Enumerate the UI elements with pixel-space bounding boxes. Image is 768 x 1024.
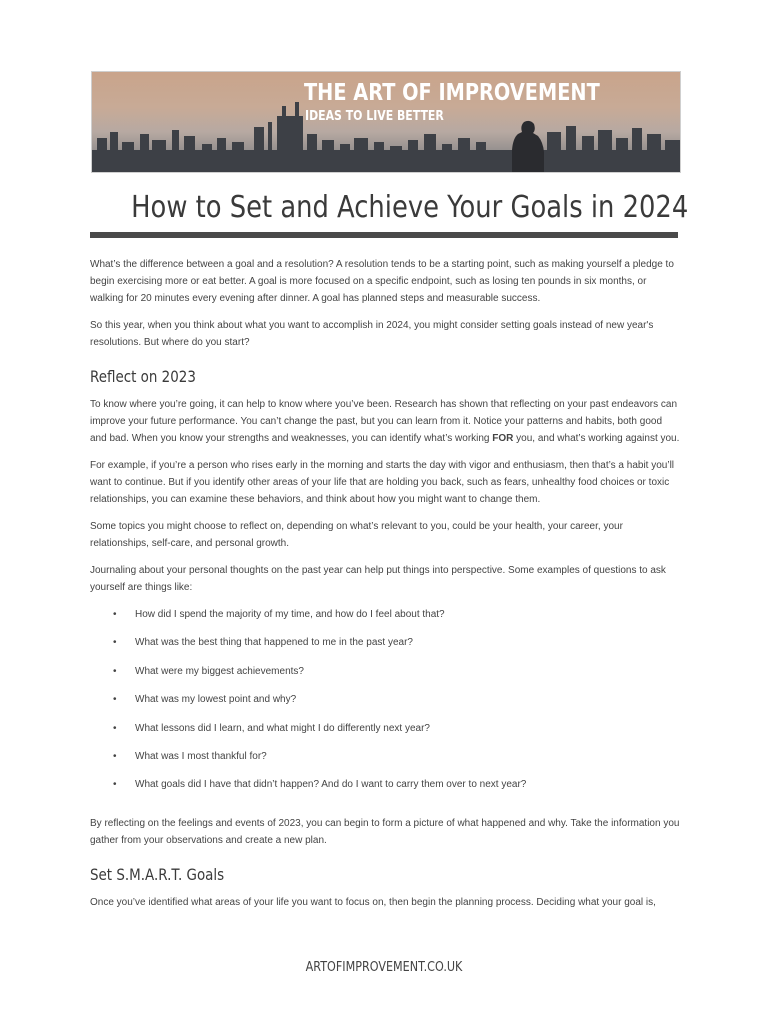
- reflect-paragraph-4: Journaling about your personal thoughts on the past year can help put things into perspective. Some examples of questions to ask yourself are things like:: [90, 565, 666, 593]
- reflect-paragraph-1: [90, 396, 680, 447]
- list-item: [90, 776, 680, 804]
- reflection-questions-list: [90, 606, 680, 805]
- header-banner: [91, 71, 681, 173]
- page-title: How to Set and Achieve Your Goals in 2024: [131, 190, 689, 225]
- reflect-paragraph-3: Some topics you might choose to reflect on, depending on what’s relevant to you, could be your health, your career, your relationships, self-care, and personal growth.: [90, 521, 623, 549]
- reflect-paragraph-1-end: you, and what’s working against you.: [513, 433, 680, 444]
- banner-title: THE ART OF IMPROVEMENT: [304, 80, 600, 106]
- list-item-text: What were my biggest achievements?: [135, 665, 304, 677]
- reflect-paragraph-1-text: To know where you’re going, it can help to know where you’ve been. Research has shown that reflecting on your past endeavors can improve your future performance. You can’t change the past, but you can learn from it. Notice your patterns and habits, both good and bad. When you know your strengths and weaknesses, you can identify what’s working: [90, 399, 678, 444]
- list-item-text: What goals did I have that didn’t happen? And do I want to carry them over to next year?: [135, 779, 527, 791]
- intro-paragraph-1: What’s the difference between a goal and a resolution? A resolution tends to be a starting point, such as making yourself a pledge to begin exercising more or eat better. A goal is more focused on a specific endpoint, such as losing ten pounds in six months, or walking for 20 minutes every evening after dinner. A goal has planned steps and measurable success.: [90, 259, 674, 304]
- bullet-icon: •: [113, 609, 117, 620]
- list-item-text: What was I most thankful for?: [135, 750, 267, 762]
- bullet-icon: •: [113, 665, 117, 677]
- section-heading-reflect: Reflect on 2023: [90, 367, 196, 386]
- banner-subtitle: IDEAS TO LIVE BETTER: [305, 109, 444, 124]
- bullet-icon: •: [113, 722, 117, 734]
- bullet-icon: •: [113, 637, 117, 649]
- smart-paragraph-1: Once you’ve identified what areas of your life you want to focus on, then begin the planning process. Deciding what your goal is,: [90, 896, 656, 908]
- emphasis-for: FOR: [492, 433, 514, 444]
- bullet-icon: •: [113, 694, 117, 706]
- list-item: [90, 748, 680, 776]
- list-item: [90, 691, 680, 719]
- list-item: [90, 634, 680, 662]
- list-item-text: What was the best thing that happened to me in the past year?: [135, 637, 413, 649]
- list-item: [90, 663, 680, 691]
- section-heading-smart-goals: Set S.M.A.R.T. Goals: [90, 864, 225, 884]
- reflect-paragraph-2: For example, if you’re a person who rises early in the morning and starts the day with vigor and enthusiasm, then that’s a habit you’ll want to continue. But if you identify other areas of your life that are holding you back, such as fears, unhealthy food choices or toxic relationships, you can examine these behaviors, and think about how you might want to change them.: [90, 460, 675, 505]
- intro-paragraph-2: So this year, when you think about what you want to accomplish in 2024, you might consider setting goals instead of new year's resolutions. But where do you start?: [90, 320, 654, 348]
- list-item: [90, 606, 680, 634]
- bullet-icon: •: [113, 779, 117, 791]
- list-item-text: What was my lowest point and why?: [135, 694, 297, 706]
- list-item-text: What lessons did I learn, and what might I do differently next year?: [135, 722, 430, 734]
- footer-url: ARTOFIMPROVEMENT.CO.UK: [305, 960, 463, 975]
- reflect-paragraph-5: By reflecting on the feelings and events of 2023, you can begin to form a picture of what happened and why. Take the information you gather from your observations and create a new plan.: [90, 817, 680, 846]
- list-item-text: How did I spend the majority of my time, and how do I feel about that?: [135, 609, 445, 620]
- list-item: [90, 720, 680, 748]
- article-body: [90, 256, 680, 921]
- title-divider: [90, 232, 678, 238]
- bullet-icon: •: [113, 750, 117, 762]
